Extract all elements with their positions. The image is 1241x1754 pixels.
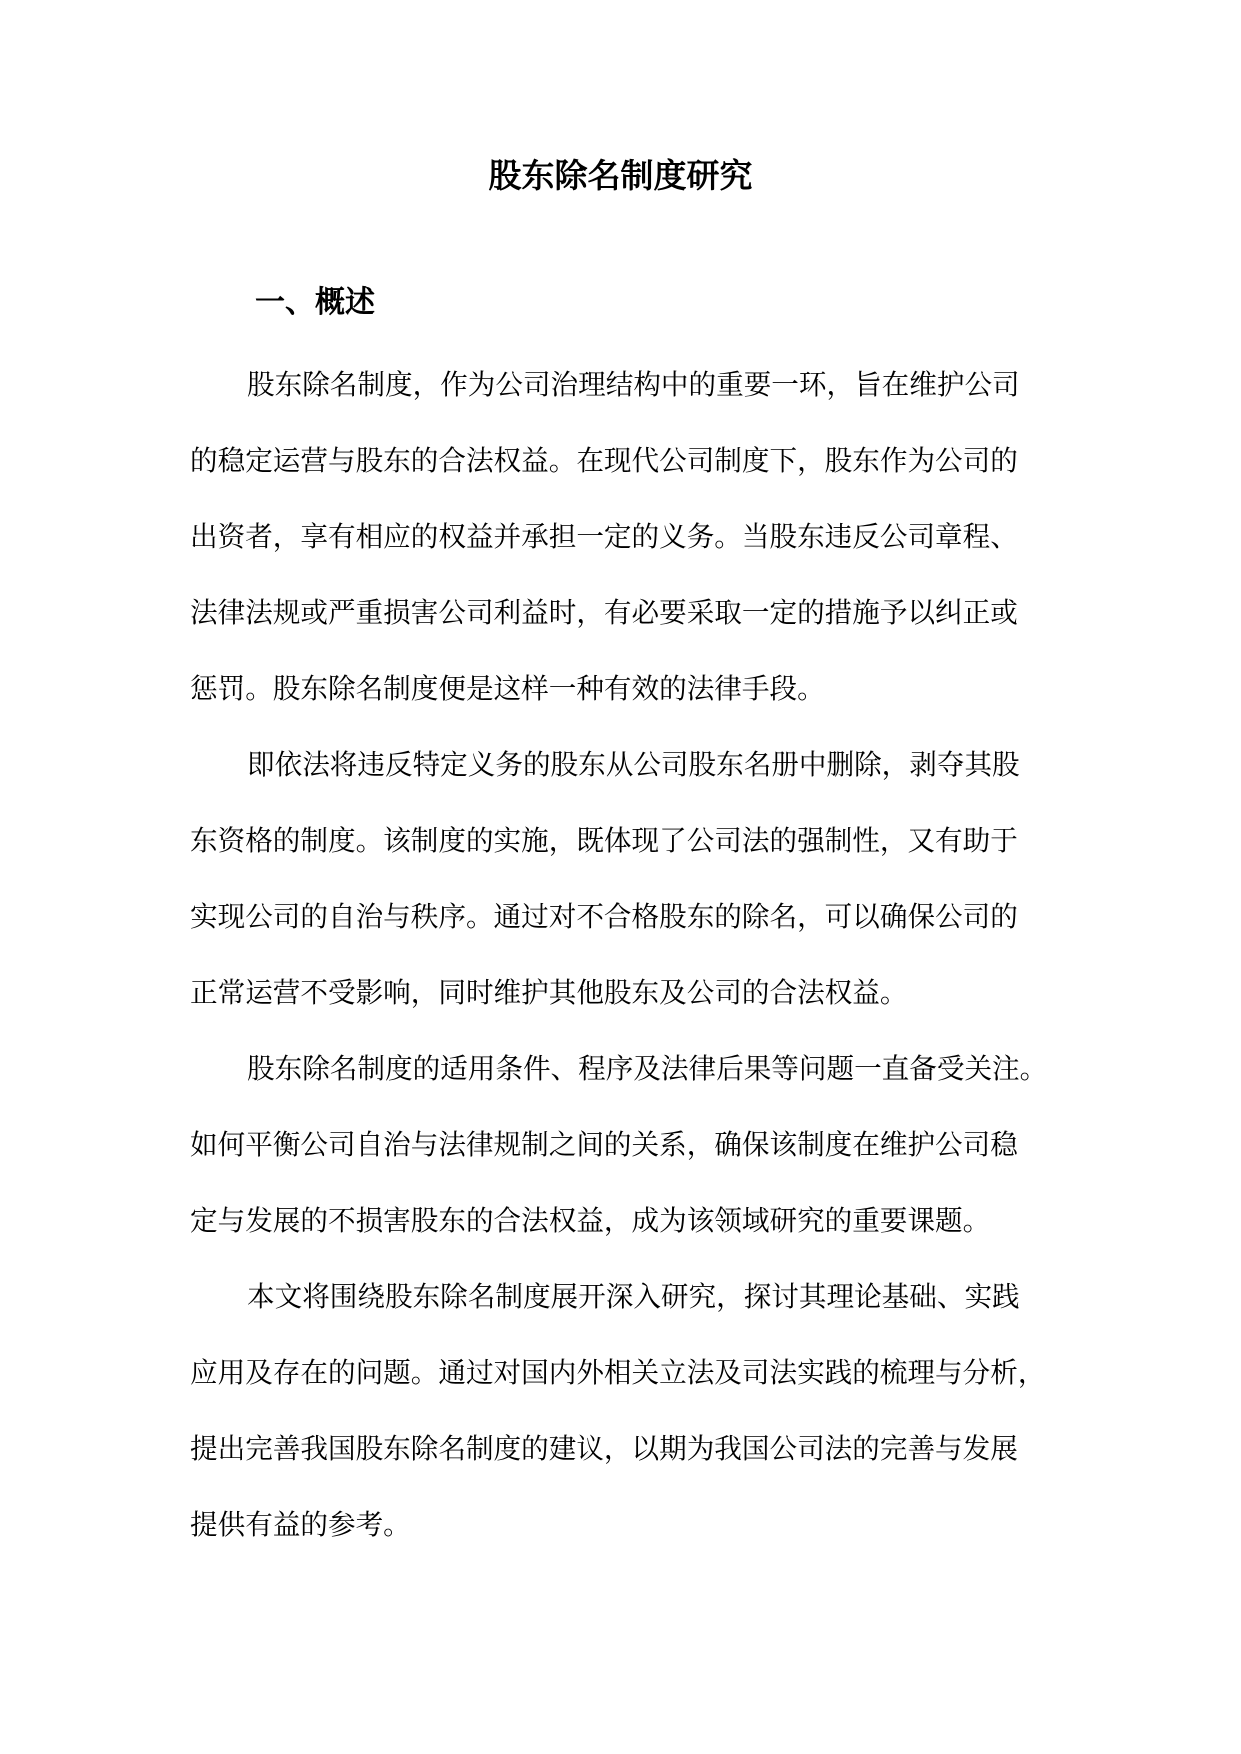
paragraph-line: 提出完善我国股东除名制度的建议，以期为我国公司法的完善与发展	[190, 1432, 1018, 1465]
paragraph-line: 正常运营不受影响，同时维护其他股东及公司的合法权益。	[190, 976, 908, 1009]
paragraph-line: 即依法将违反特定义务的股东从公司股东名册中删除，剥夺其股	[247, 748, 1020, 781]
paragraph-line: 法律法规或严重损害公司利益时，有必要采取一定的措施予以纠正或	[190, 596, 1018, 629]
paragraph-line: 本文将围绕股东除名制度展开深入研究，探讨其理论基础、实践	[247, 1280, 1020, 1313]
paragraph-line: 东资格的制度。该制度的实施，既体现了公司法的强制性，又有助于	[190, 824, 1018, 857]
paragraph-line: 提供有益的参考。	[190, 1508, 411, 1541]
paragraph-line: 定与发展的不损害股东的合法权益，成为该领域研究的重要课题。	[190, 1204, 991, 1237]
paragraph-line: 惩罚。股东除名制度便是这样一种有效的法律手段。	[190, 672, 825, 705]
paragraph-line: 出资者，享有相应的权益并承担一定的义务。当股东违反公司章程、	[190, 520, 1018, 553]
paragraph-line: 如何平衡公司自治与法律规制之间的关系，确保该制度在维护公司稳	[190, 1128, 1018, 1161]
paragraph-line: 股东除名制度的适用条件、程序及法律后果等问题一直备受关注。	[247, 1052, 1048, 1085]
document-title: 股东除名制度研究	[488, 156, 753, 195]
paragraph-line: 股东除名制度，作为公司治理结构中的重要一环，旨在维护公司	[247, 368, 1020, 401]
paragraph-line: 实现公司的自治与秩序。通过对不合格股东的除名，可以确保公司的	[190, 900, 1018, 933]
paragraph-line: 的稳定运营与股东的合法权益。在现代公司制度下，股东作为公司的	[190, 444, 1018, 477]
paragraph-line: 应用及存在的问题。通过对国内外相关立法及司法实践的梳理与分析，	[190, 1356, 1046, 1389]
section-heading: 一、概述	[255, 285, 375, 320]
